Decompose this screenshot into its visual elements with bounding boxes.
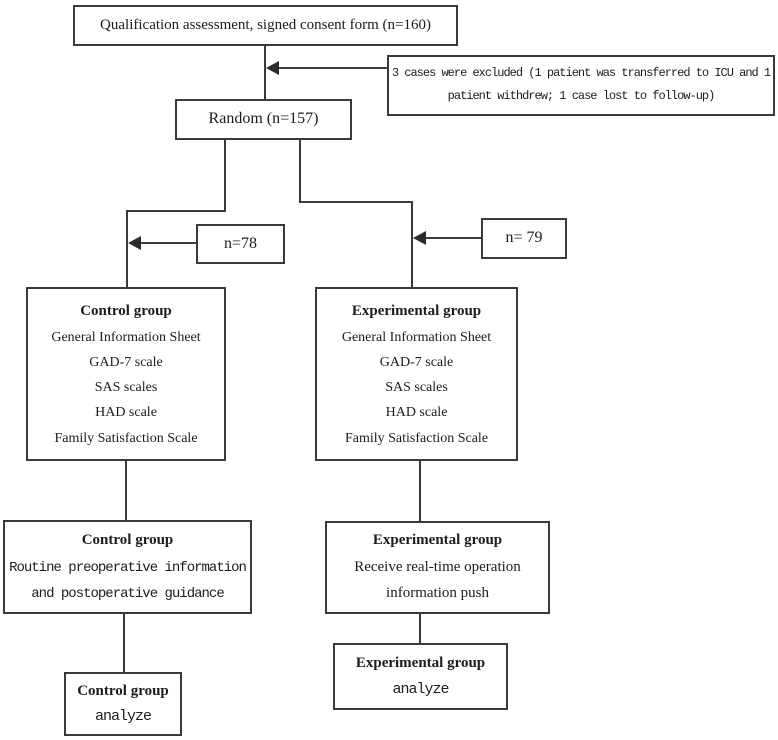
- control-analysis-label: analyze: [94, 708, 151, 726]
- experimental-assessment-title: Experimental group: [351, 303, 482, 320]
- connector-random-right-horizontal: [299, 201, 413, 203]
- connector-random-left-horizontal: [126, 210, 226, 212]
- allocation-experimental-label: n= 79: [505, 229, 543, 247]
- control-intervention-box: [3, 520, 252, 614]
- assessment-item: SAS scales: [94, 380, 158, 396]
- assessment-item: SAS scales: [385, 380, 448, 396]
- assessment-item: HAD scale: [385, 405, 448, 421]
- exclusion-line-2: patient withdrew; 1 case lost to follow-up): [447, 89, 715, 104]
- control-intervention-line-2: and postoperative guidance: [31, 585, 224, 602]
- control-intervention-line-1: Routine preoperative information: [9, 559, 246, 576]
- random-box: [175, 99, 352, 140]
- connector-n79-arrow-shaft: [426, 237, 481, 239]
- connector-random-right-vertical: [299, 139, 301, 203]
- connector-exclusion-arrow-shaft: [279, 67, 387, 69]
- experimental-analysis-title: Experimental group: [355, 654, 486, 671]
- assessment-item: Family Satisfaction Scale: [54, 430, 198, 446]
- assessment-item: GAD-7 scale: [89, 354, 163, 370]
- allocation-control-label: n=78: [223, 234, 258, 252]
- random-label: Random (n=157): [208, 110, 319, 128]
- experimental-intervention-box: [325, 521, 550, 614]
- connector-experimental-intervention-to-analysis: [419, 613, 421, 644]
- connector-experimental-assessment-to-intervention: [419, 460, 421, 522]
- qualification-box: [73, 5, 458, 46]
- exclusion-line-1: 3 cases were excluded (1 patient was transferred to ICU and 1: [391, 65, 771, 80]
- experimental-analysis-label: analyze: [392, 681, 449, 699]
- connector-left-to-control-assessment: [126, 212, 128, 288]
- assessment-item: HAD scale: [95, 405, 157, 421]
- experimental-intervention-line-1: Receive real-time operation: [354, 558, 521, 575]
- assessment-item: General Information Sheet: [341, 329, 492, 345]
- connector-n78-arrow-shaft: [141, 242, 196, 244]
- arrowhead-left-icon: [266, 61, 279, 75]
- connector-control-assessment-to-intervention: [125, 460, 127, 521]
- assessment-item: Family Satisfaction Scale: [344, 430, 489, 446]
- experimental-intervention-line-2: information push: [386, 585, 489, 602]
- assessment-item: GAD-7 scale: [379, 354, 454, 370]
- experimental-analysis-box: [333, 643, 508, 710]
- experimental-assessment-box: [315, 287, 518, 461]
- experimental-intervention-title: Experimental group: [372, 532, 503, 549]
- connector-right-to-experimental-assessment: [411, 203, 413, 288]
- allocation-control-box: [196, 224, 285, 264]
- assessment-item: General Information Sheet: [51, 329, 201, 345]
- arrowhead-left-icon: [128, 236, 141, 250]
- control-analysis-title: Control group: [77, 682, 169, 699]
- exclusion-box: [387, 55, 775, 116]
- control-assessment-title: Control group: [80, 303, 172, 320]
- connector-control-intervention-to-analysis: [123, 613, 125, 673]
- qualification-label: Qualification assessment, signed consent form (n=160): [100, 16, 431, 33]
- control-assessment-box: [26, 287, 226, 461]
- connector-random-left-vertical: [224, 139, 226, 212]
- control-intervention-title: Control group: [81, 532, 174, 549]
- arrowhead-left-icon: [413, 231, 426, 245]
- control-analysis-box: [64, 672, 182, 736]
- allocation-experimental-box: [481, 218, 567, 259]
